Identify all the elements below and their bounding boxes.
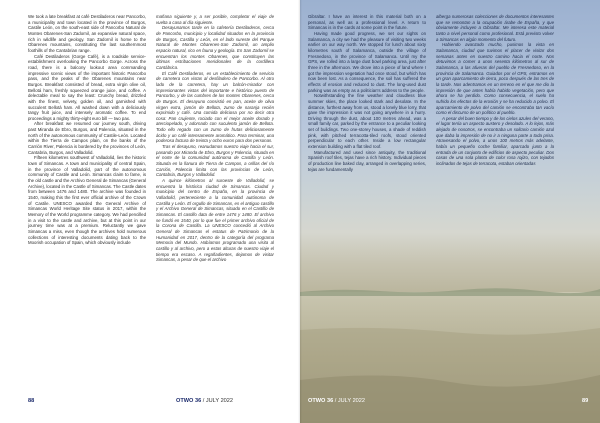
right-en-paragraph-1: Gibraltar. I have an interest in this material both on a personal, as well as a professional level. A return to Simancas is in the cards at some point in the future. bbox=[308, 14, 426, 31]
right-issue-date: / JULY 2022 bbox=[333, 398, 366, 404]
left-es-paragraph-4: Tras el desayuno, reanudamos nuestro viaje hacia el sur, pasando por Miranda de Ebro, Burgos y Palencia, situada en el norte de la comunidad autónoma de Castilla y León. Situada en la llanura de Tierra de Campos, a orillas del río Carrión, Palencia limita con las provincias de León, Cantabria, Burgos y Valladolid. bbox=[156, 144, 274, 178]
left-english-column bbox=[28, 14, 146, 386]
page-gutter bbox=[298, 0, 302, 423]
right-es-paragraph-3: A pesar del buen tiempo y de los cielos azules del verano, el lugar tenía un aspecto austero y desolado. A lo lejos, más alejado de nosotros, se encontraba un solitario camión azul que daba la impresión de no ir a ninguna parte a toda prisa. Atravesando el polvo, a unos 100 metros más adelante, había un pequeño coche familiar, aparcado junto a la entrada de un conjunto de edificios de aspecto peculiar. Dos casas de una sola planta de color rosa rojizo, con tejados inclinados de tejas de terracota, estaban orientadas bbox=[436, 115, 554, 167]
right-page bbox=[300, 0, 600, 423]
right-spanish-column bbox=[436, 14, 554, 276]
left-issue-date: / JULY 2022 bbox=[201, 398, 234, 404]
right-page-number: 89 bbox=[582, 398, 589, 404]
left-page-number: 88 bbox=[28, 398, 35, 404]
left-es-paragraph-3: El Café Destiladeros, es un establecimiento de servicio de carretera con vistas al desfiladero de Pancorbo. Al otro lado de la carretera, hay un balcón-mirador con impresionantes vistas del importante e histórico puerto de Pancorbo, y de las cumbres de los montes Obarenes, cerca de Burgos. El desayuno consistió en pan, aceite de oliva virgen extra, jamón de Bellota, zumo de naranja recién exprimido y café. Una comida deliciosa por no decir otra cosa: Pan crujiente, rociado con el mejor aceite dorado y aterciopelado, y adornado con suculento jamón de Bellota. Todo ello regado con un zumo de frutas deliciosamente ácido y un café intensamente aromático. Para terminar, una poderosa factura de treinta y ocho euros para dos personas. bbox=[156, 70, 274, 144]
right-english-column bbox=[308, 14, 426, 276]
right-en-paragraph-3: Notwithstanding the fine weather and cloudless blue summer skies, the place looked stark and desolate. In the distance, furthest away from us, stood a lonely blue lorry, that gave the impression it was not going anywhere in a hurry. Driving through the dust, about 100 metres ahead, was a small family car, parked by the entrance to a peculiar looking set of buildings. Two one-storey houses, a shade of reddish pink, with pitched terracotta-tiled roofs, stood oriented perpendicular to each other. Inside a low rectangular extension building with a flat tiled roof. bbox=[308, 93, 426, 150]
left-en-paragraph-2: Café Destiladeros (Gorge Café), is a roadside service-establishment overlooking the Pancorbo Gorge. Across the road, there is a balcony lookout area commanding impressive scenic views of the important historic Pancorbo pass, and the peaks of the Obarenes mountains near Burgos. Breakfast consisted of bread, extra virgin olive oil, Bellotá ham, freshly squeezed orange juice, and coffee. A delectable meal to say the least: Crunchy bread, drizzled with the finest, velvety, golden oil, and garnished with succulent Bellotá ham. All washed down with a deliciously tangy fruit juice, and intensely aromatic coffee. To end proceedings a mighty thirty-eight euro bill — two pax. bbox=[28, 53, 146, 121]
right-footer-issue bbox=[308, 398, 365, 404]
left-spanish-column bbox=[156, 14, 274, 386]
right-es-paragraph-1: alberga numerosas colecciones de documentos interesantes que se remontan a la ocupación árabe de España, y que obviamente incluyen a Gibraltar. Me interesa este material tanto a nivel personal como profesional. Está previsto volver a Simancas en algún momento del futuro. bbox=[436, 14, 554, 42]
left-es-paragraph-5: A quince kilómetros al suroeste de Valladolid, se encuentra la histórica ciudad de Simancas. Ciudad y municipio del centro de España, en la provincia de Valladolid, perteneciente a la comunidad autónoma de Castilla y León. El orgullo de Simancas, es el antiguo castillo y el Archivo General de Simancas, situado en el Castillo de Simancas. El castillo data de entre 1476 y 1480. El archivo se fundó en 1540, por lo que fue el primer archivo oficial de la Corona de Castilla. La UNESCO concedió al Archivo General de Simancas el estatus de Patrimonio de la Humanidad en 2017, dentro de la categoría del programa Memoria del Mundo. Habíamos programado una visita al castillo y al archivo, pero a estas alturas de nuestro viaje el tiempo era escaso. A regañadientes, dejamos de visitar Simancas, a pesar de que el archivo bbox=[156, 178, 274, 263]
left-en-paragraph-4: Fifteen kilometres southwest of Valladolid, lies the historic town of Simancas. A town and municipality of central Spain, in the province of Valladolid, part of the autonomous community of Castile and León. Simancas claim to fame, is the old castle and the Archivo General de Simancas (General Archive), located in the Castle of Simancas. The Castle dates from between 1476 and 1480. The archive was founded in 1540, making this the first ever official archive of the Crown of Castile. UNESCO awarded the General Archive of Simancas World Heritage Site status in 2017, within the Memory of the World programme category. We had pencilled in a visit to the castle and archive, but at this point in our journey time was at a premium. Reluctantly we gave Simancas a miss, even though the archives hold numerous collections of interesting documents dating back to the Moorish occupation of Spain, which obviously include bbox=[28, 155, 146, 246]
right-es-paragraph-2: Habiendo avanzado mucho, pusimos la vista en Salamanca, ciudad que tuvimos el placer de visitar dos semanas antes en nuestro camino hacia el norte. Nos detuvimos a comer a unos sesenta kilómetros al sur de Salamanca, a las afueras del pueblo de Fresnedoso, en la provincia de Salamanca. Guiados por el GPS, entramos en un gran aparcamiento de tierra, poco después de las tres de la tarde. Nos adentramos en un terreno en el que me dio la impresión de que antes había habido vegetación, pero que ahora se ha perdido. Como consecuencia, el suelo ha sufrido los efectos de la erosión y se ha reducido a polvo. El aparcamiento de polvo del camión se encontraba tan vacío como el discurso de un político al pueblo. bbox=[436, 42, 554, 116]
left-en-paragraph-1: We took a late breakfast at café Destiladeros near Pancorbo, a municipality and town located in the province of Burgos, Castile León, on the south-east side of Pancorbo Natural de Montes Obarenes-San Zadornil, an expansive natural space, rich in wildlife and geology. San Zadornil is home to the Obarenes mountains, constituting the last southernmost foothills of the Cantabrian range. bbox=[28, 14, 146, 53]
right-publication-name: OTWO 36 bbox=[308, 398, 334, 404]
left-footer-issue bbox=[176, 398, 233, 404]
left-es-paragraph-1: mañana siguiente y, a ser posible, completar el viaje de vuelta a casa al día siguiente. bbox=[156, 14, 274, 25]
right-en-paragraph-4: Manufactured and used since antiquity, the traditional Spanish roof tiles, tejas have a rich history. Individual pieces of production line baked clay, arranged in overlapping series, tejas are fundamentally bbox=[308, 149, 426, 172]
right-en-paragraph-2: Having made good progress, we set our sights on Salamanca, a city we had the pleasure of visiting two weeks earlier on our way north. We stopped for lunch about sixty kilometres south of Salamanca, outside the village of Fresnedoso, in the province of Salamanca. Until my the GPS, we rolled into a large dust bowl parking area, just after three in the afternoon. We drove into a piece of land where I got the impression vegetation had once stood, but which has now been lost. As a consequence, the soil has suffered the effects of erosion and reduced to dust. The long-used dust parking was as empty as a politician's address to the people. bbox=[308, 30, 426, 93]
left-es-paragraph-2: Desayunamos tarde en la cafetería Destiladeros, cerca de Pancorbo, municipio y localidad situados en la provincia de Burgos, Castilla y León, en el lado sureste del Parque Natural de Montes Obarenes-San Zadornil, un amplio espacio natural, rico en fauna y geología. En San Zadornil se encuentran los montes Obarenes, que constituyen las últimas estribaciones meridionales de la cordillera Cantábrica. bbox=[156, 25, 274, 70]
left-publication-name: OTWO 36 bbox=[176, 398, 202, 404]
left-en-paragraph-3: After breakfast we resumed our journey south, driving past Miranda de Ebro, Burgos, and Palencia, situated in the north of the autonomous community of Castile-León. Located within the Tierra de Campos plain, on the banks of the Carrión River, Palencia is bordered by the provinces of León, Cantabria, Burgos, and Valladolid. bbox=[28, 121, 146, 155]
